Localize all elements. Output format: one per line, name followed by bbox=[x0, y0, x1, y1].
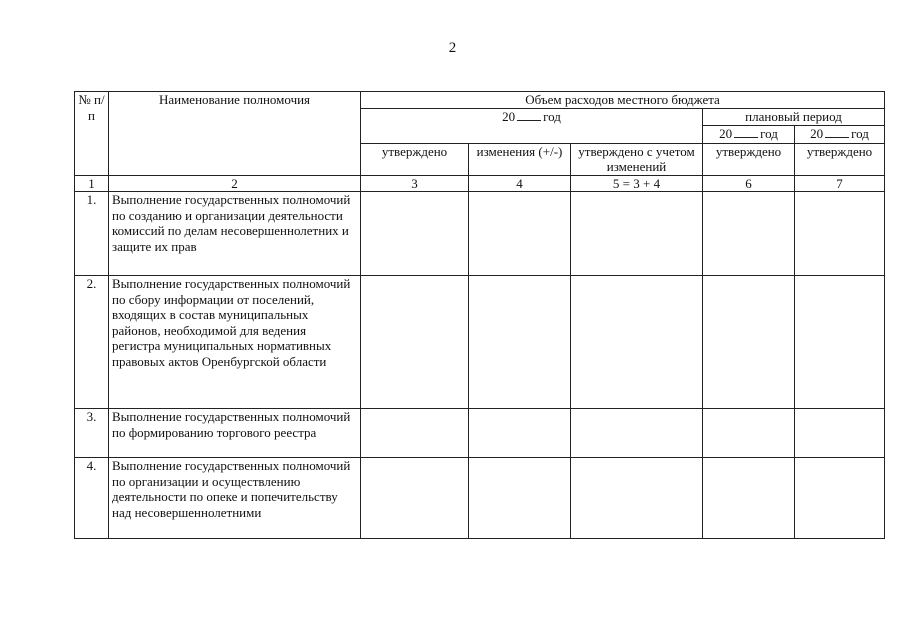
year-suffix: год bbox=[760, 126, 778, 141]
cell-approved-year-2 bbox=[795, 458, 885, 539]
table-row bbox=[75, 458, 885, 539]
year-prefix: 20 bbox=[810, 126, 824, 141]
cell-approved-with-changes bbox=[571, 276, 703, 409]
row-number: 2. bbox=[75, 276, 109, 409]
year-prefix: 20 bbox=[719, 126, 733, 141]
cell-changes bbox=[469, 409, 571, 458]
cell-approved bbox=[361, 192, 469, 276]
cell-approved-year-2 bbox=[795, 276, 885, 409]
cell-approved-year-2 bbox=[795, 192, 885, 276]
column-number: 2 bbox=[109, 175, 361, 192]
column-number: 6 bbox=[703, 175, 795, 192]
year-blank bbox=[825, 126, 849, 138]
row-authority-name: Выполнение государственных полномочий по сбору информации от поселений, входящих в состав муниципальных районов, необходимой для ведения регистра муниципальных нормативных правовых актов Оренбургской области bbox=[109, 276, 361, 409]
row-authority-name: Выполнение государственных полномочий по формированию торгового реестра bbox=[109, 409, 361, 458]
cell-approved bbox=[361, 409, 469, 458]
cell-approved-year-2 bbox=[795, 409, 885, 458]
cell-approved-with-changes bbox=[571, 192, 703, 276]
table-row bbox=[75, 276, 885, 409]
cell-approved-year-1 bbox=[703, 409, 795, 458]
year-suffix: год bbox=[851, 126, 869, 141]
header-plan-year-1 bbox=[703, 126, 795, 144]
header-plan-year-2 bbox=[795, 126, 885, 144]
column-number: 4 bbox=[469, 175, 571, 192]
row-number: 4. bbox=[75, 458, 109, 539]
header-approved: утверждено bbox=[361, 143, 469, 175]
header-planning-period: плановый период bbox=[703, 108, 885, 126]
header-number: № п/п bbox=[75, 92, 109, 176]
row-authority-name: Выполнение государственных полномочий по созданию и организации деятельности комиссий по делам несовершеннолетних и защите их прав bbox=[109, 192, 361, 276]
header-approved-with-changes: утверждено с учетом изменений bbox=[571, 143, 703, 175]
column-number: 7 bbox=[795, 175, 885, 192]
header-changes: изменения (+/-) bbox=[469, 143, 571, 175]
page-number: 2 bbox=[448, 40, 457, 56]
header-budget-volume: Объем расходов местного бюджета bbox=[361, 92, 885, 109]
header-approved-year-2: утверждено bbox=[795, 143, 885, 175]
cell-approved-with-changes bbox=[571, 458, 703, 539]
cell-approved-with-changes bbox=[571, 409, 703, 458]
row-number: 3. bbox=[75, 409, 109, 458]
table-row bbox=[75, 409, 885, 458]
column-number: 1 bbox=[75, 175, 109, 192]
cell-changes bbox=[469, 276, 571, 409]
header-approved-year-1: утверждено bbox=[703, 143, 795, 175]
cell-approved-year-1 bbox=[703, 276, 795, 409]
cell-changes bbox=[469, 192, 571, 276]
header-current-year bbox=[361, 108, 703, 143]
year-blank bbox=[517, 109, 541, 121]
year-prefix: 20 bbox=[502, 108, 516, 124]
header-authority-name: Наименование полномочия bbox=[109, 92, 361, 176]
row-authority-name: Выполнение государственных полномочий по организации и осуществлению деятельности по опеке и попечительству над несовершеннолетними bbox=[109, 458, 361, 539]
cell-changes bbox=[469, 458, 571, 539]
cell-approved bbox=[361, 458, 469, 539]
cell-approved bbox=[361, 276, 469, 409]
cell-approved-year-1 bbox=[703, 192, 795, 276]
year-blank bbox=[734, 126, 758, 138]
budget-table bbox=[74, 91, 885, 539]
column-number: 3 bbox=[361, 175, 469, 192]
cell-approved-year-1 bbox=[703, 458, 795, 539]
year-suffix: год bbox=[543, 108, 561, 124]
row-number: 1. bbox=[75, 192, 109, 276]
column-number: 5 = 3 + 4 bbox=[571, 175, 703, 192]
table-row bbox=[75, 192, 885, 276]
